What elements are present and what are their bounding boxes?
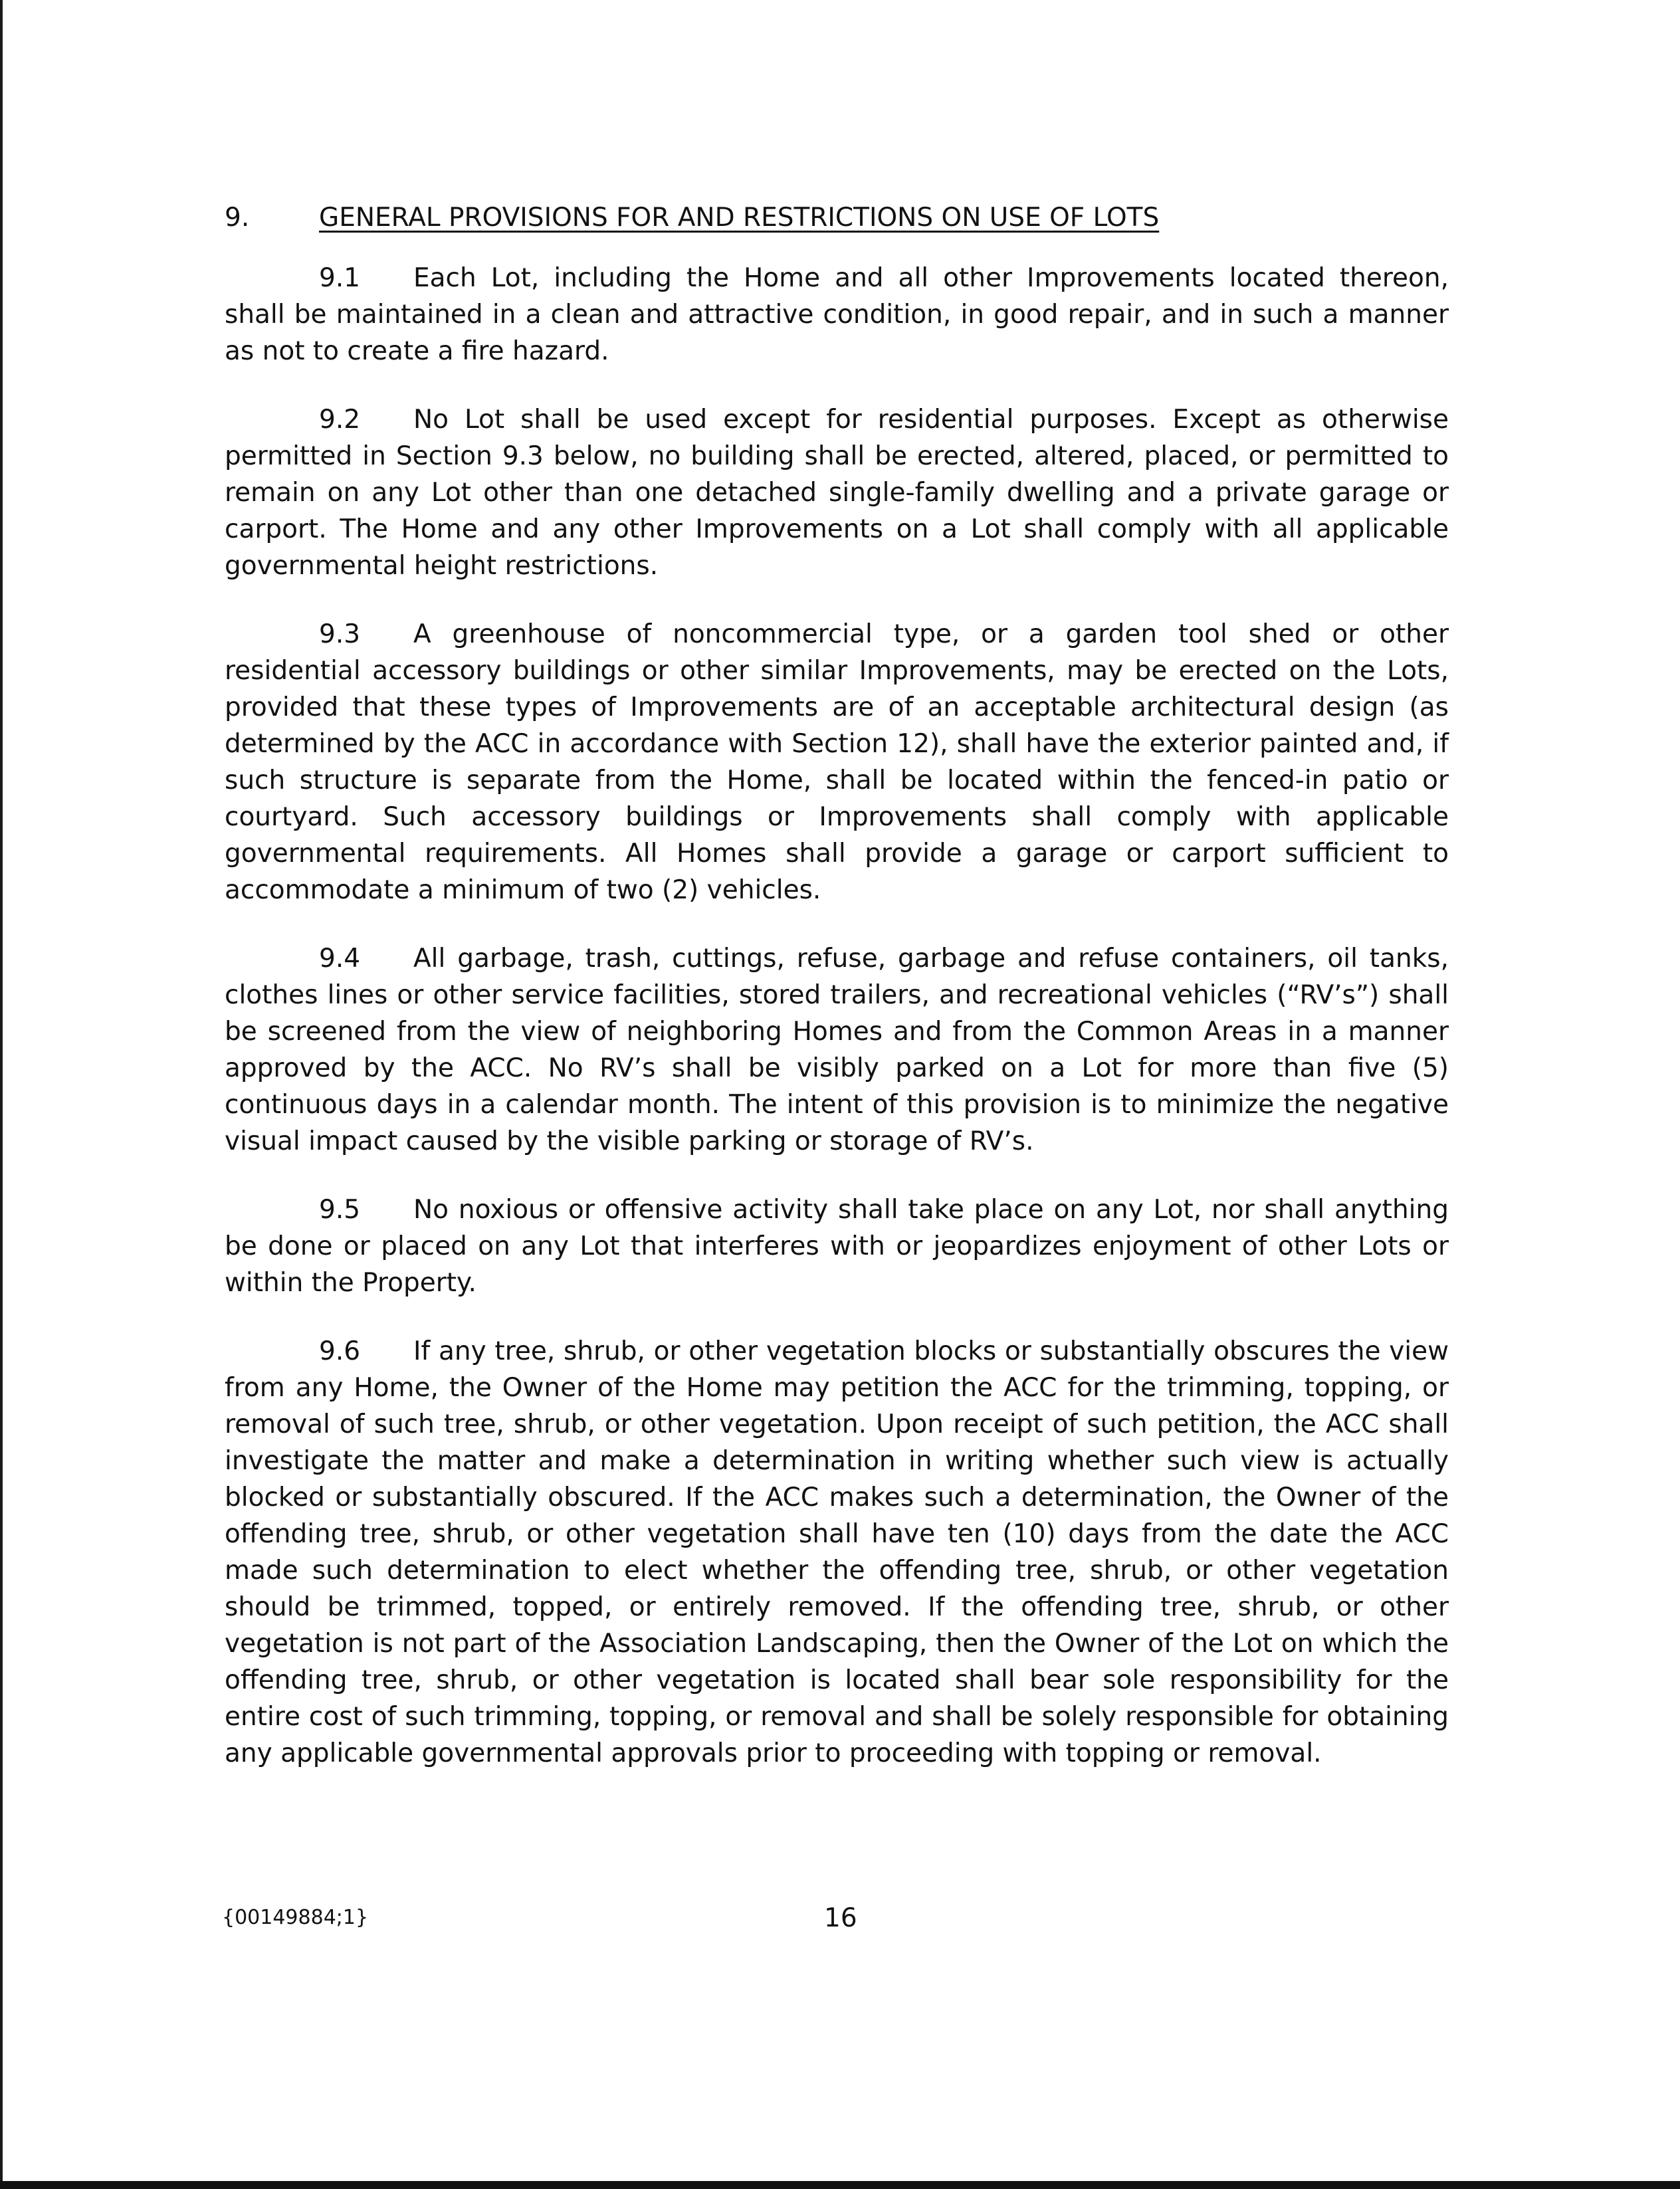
paragraph-number: 9.3 — [319, 619, 361, 649]
paragraph-9-6 — [225, 1333, 1449, 1772]
paragraph-text: No Lot shall be used except for residential purposes. Except as otherwise permitted in Section 9.3 below, no building shall be erected, altered, placed, or permitted to remain on any Lot other than one detached single-family dwelling and a private garage or carport. The Home and any other Improvements on a Lot shall comply with all applicable governmental height restrictions. — [225, 405, 1449, 581]
section-heading — [225, 199, 1449, 236]
paragraph-9-3 — [225, 616, 1449, 908]
paragraph-text: If any tree, shrub, or other vegetation blocks or substantially obscures the view from any Home, the Owner of the Home may petition the ACC for the trimming, topping, or removal of such tree, shrub, or other vegetation. Upon receipt of such petition, the ACC shall investigate the matter and make a determination in writing whether such view is actually blocked or substantially obscured. If the ACC makes such a determination, the Owner of the offending tree, shrub, or other vegetation shall have ten (10) days from the date the ACC made such determination to elect whether the offending tree, shrub, or other vegetation should be trimmed, topped, or entirely removed. If the offending tree, shrub, or other vegetation is not part of the Association Landscaping, then the Owner of the Lot on which the offending tree, shrub, or other vegetation is located shall bear sole responsibility for the entire cost of such trimming, topping, or removal and shall be solely responsible for obtaining any applicable governmental approvals prior to proceeding with topping or removal. — [225, 1336, 1449, 1768]
section-number: 9. — [225, 203, 250, 233]
scan-bottom-edge — [0, 2181, 1680, 2189]
section-title: GENERAL PROVISIONS FOR AND RESTRICTIONS ON USE OF LOTS — [319, 203, 1160, 233]
paragraph-text: No noxious or offensive activity shall take place on any Lot, nor shall anything be done or placed on any Lot that interferes with or jeopardizes enjoyment of other Lots or within the Property. — [225, 1195, 1449, 1298]
paragraph-9-2 — [225, 401, 1449, 584]
paragraph-text: Each Lot, including the Home and all other Improvements located thereon, shall be maintained in a clean and attractive condition, in good repair, and in such a manner as not to create a fire hazard. — [225, 263, 1449, 366]
document-body — [225, 199, 1449, 1772]
paragraph-number: 9.6 — [319, 1336, 361, 1366]
paragraph-number: 9.2 — [319, 405, 361, 435]
scan-left-edge — [0, 0, 3, 2189]
document-id: {00149884;1} — [222, 1906, 369, 1929]
paragraph-9-4 — [225, 940, 1449, 1160]
paragraph-text: A greenhouse of noncommercial type, or a garden tool shed or other residential accessory buildings or other similar Improvements, may be erected on the Lots, provided that these types of Improvements are of an acceptable architectural design (as determined by the ACC in accordance with Section 12), shall have the exterior painted and, if such structure is separate from the Home, shall be located within the fenced-in patio or courtyard. Such accessory buildings or Improvements shall comply with applicable governmental requirements. All Homes shall provide a garage or carport sufficient to accommodate a minimum of two (2) vehicles. — [225, 619, 1449, 905]
paragraph-9-5 — [225, 1192, 1449, 1301]
paragraph-number: 9.5 — [319, 1195, 361, 1225]
paragraph-number: 9.1 — [319, 263, 361, 293]
paragraph-number: 9.4 — [319, 944, 361, 974]
paragraph-9-1 — [225, 260, 1449, 369]
paragraph-text: All garbage, trash, cuttings, refuse, garbage and refuse containers, oil tanks, clothes lines or other service facilities, stored trailers, and recreational vehicles (“RV’s”) shall be screened from the view of neighboring Homes and from the Common Areas in a manner approved by the ACC. No RV’s shall be visibly parked on a Lot for more than five (5) continuous days in a calendar month. The intent of this provision is to minimize the negative visual impact caused by the visible parking or storage of RV’s. — [225, 944, 1449, 1156]
page-number: 16 — [824, 1903, 857, 1933]
